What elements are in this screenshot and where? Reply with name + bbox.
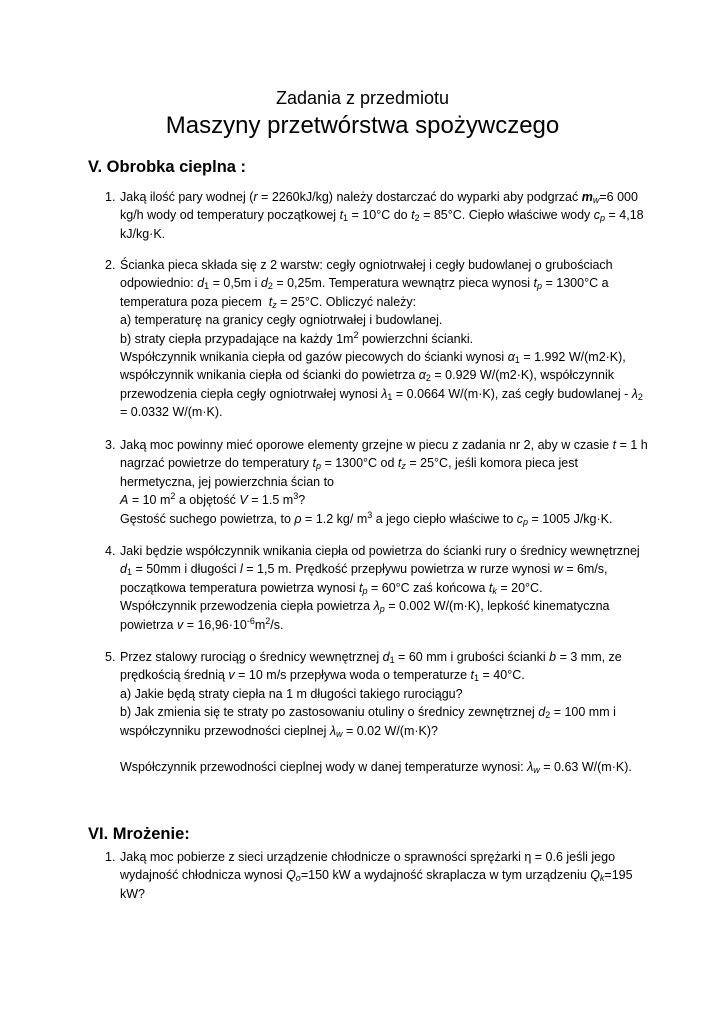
task-text: Jaką moc powinny mieć oporowe elementy grzejne w piecu z zadania nr 2, aby w czasie t = 1 h nagrzać powietrze do temperatury $t_p = 1300^\circ C$ od $t_z = 25^\circ C$, jeśli komora pieca jest hermetyczna, jej powierzchnia ścian to A = 10 $m^2$ a objętość V = 1.5 $m^3$? Gęstość suchego powietrza, to ρ = 1.2 kg/ $m^3$ a jego ciepło właściwe to $c_p = 1005$ J/kg·K. — [120, 438, 648, 527]
task-number: 2. — [105, 258, 116, 272]
task-text: Przez stalowy rurociąg o średnicy wewnętrznej $d_1 = 60$ mm i grubości ścianki b = 3 mm, ze prędkością średnią v = 10 m/s przepływa woda o temperaturze $t_1 = 40^\circ C$. a) Jakie będą straty ciepła na 1 m długości takiego rurociągu? b) Jak zmienia się te straty po zastosowaniu otuliny o średnicy zewnętrznej $d_2 = 100$ mm i współczynniku przewodności cieplnej $\lambda_w = 0.02$ W/(m·K)? Współczynnik przewodności cieplnej wody w danej temperaturze wynosi: $\lambda_w = 0.63$ W/(m·K). — [120, 650, 632, 776]
task-number: 1. — [105, 850, 116, 864]
task-item — [105, 848, 645, 903]
task-item — [105, 648, 645, 777]
section-heading-heat-treatment: V. Obrobka cieplna : — [88, 158, 247, 176]
task-text: Jaką moc pobierze z sieci urządzenie chłodnicze o sprawności sprężarki η = 0.6 jeśli jego wydajność chłodnicza wynosi $Q_o=150$ kW a wydajność skraplacza w tym urządzeniu $Q_k=195$ kW? — [120, 850, 633, 901]
task-number: 3. — [105, 438, 116, 452]
task-item — [105, 256, 645, 422]
task-number: 1. — [105, 190, 116, 204]
task-text: Jaką ilość pary wodnej (r = 2260kJ/kg) należy dostarczać do wyparki aby podgrzać $m_w=6$ 000 kg/h wody od temperatury początkowej $t_1 = 10^\circ C$ do $t_2 = 85^\circ C$. Ciepło właściwe wody $c_p = 4,18$ kJ/kg·K. — [120, 190, 644, 241]
task-item — [105, 542, 645, 634]
task-text: Jaki będzie współczynnik wnikania ciepła od powietrza do ścianki rury o średnicy wewnętrznej $d_1 = 50mm$ i długości l = 1,5 m. Prędkość przepływu powietrza w rurze wynosi w = 6m/s, początkowa temperatura powietrza wynosi $t_p = 60^\circ C$ zaś końcowa $t_k = 20^\circ C$. Współczynnik przewodzenia ciepła powietrza $\lambda_p = 0.002$ W/(m·K), lepkość kinematyczna powietrza $v = 16,96\cdot 10^{-6}m^2/s$. — [120, 544, 640, 632]
document-subtitle: Zadania z przedmiotu — [275, 88, 450, 108]
task-item — [105, 436, 648, 528]
document-title: Maszyny przetwórstwa spożywczego — [165, 112, 560, 139]
task-number: 4. — [105, 544, 116, 558]
task-number: 5. — [105, 650, 116, 664]
task-item — [105, 188, 645, 243]
task-text: Ścianka pieca składa się z 2 warstw: cegły ogniotrwałej i cegły budowlanej o grubościach odpowiednio: $d_1 = 0,5m$ i $d_2 = 0,25m$. Temperatura wewnątrz pieca wynosi $t_p = 1300^\circ C$ a temperatura poza piecem $t_z = 25^\circ C$. Obliczyć należy: a) temperaturę na granicy cegły ogniotrwałej i budowlanej. b) straty ciepła przypadające na każdy $1m^2$ powierzchni ścianki. Współczynnik wnikania ciepła od gazów piecowych do ścianki wynosi $\alpha_1 = 1.992$ W/(m2·K), współczynnik wnikania ciepła od ścianki do powietrza $\alpha_2 = 0.929$ W/(m2·K), współczynnik przewodzenia ciepła cegły ogniotrwałej wynosi $\lambda_1 = 0.0664$ W/(m·K), zaś cegły budowlanej - $\lambda_2$ = 0.0332 W/(m·K). — [120, 258, 643, 420]
section-heading-freezing: VI. Mrożenie: — [88, 825, 190, 843]
